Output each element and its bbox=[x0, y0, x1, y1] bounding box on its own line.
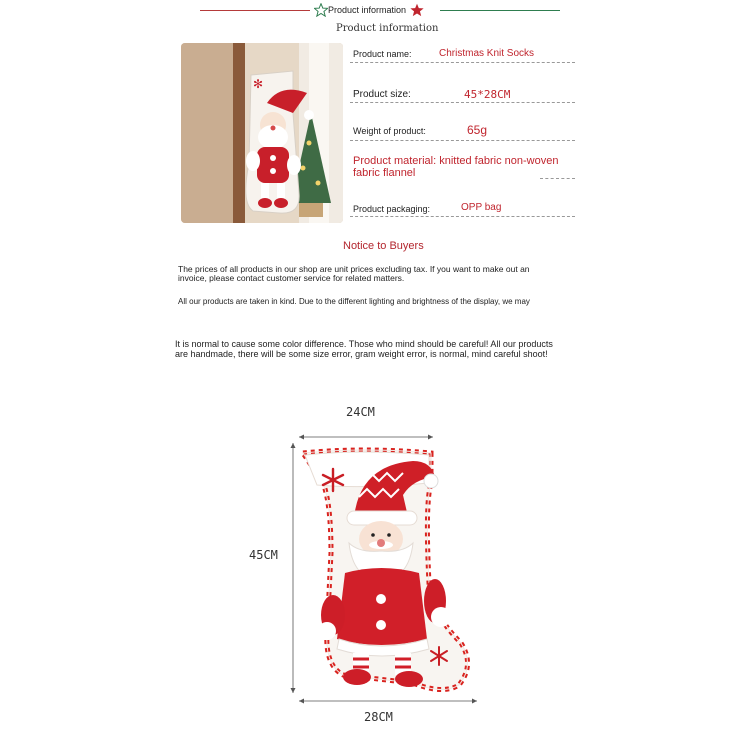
spec-label: Product packaging: bbox=[353, 204, 431, 214]
spec-value: OPP bag bbox=[461, 202, 502, 213]
header-rule-right bbox=[440, 10, 560, 11]
spec-value: Christmas Knit Socks bbox=[439, 48, 535, 59]
size-diagram bbox=[213, 403, 536, 728]
spec-row-packaging bbox=[350, 200, 575, 217]
product-photo bbox=[181, 43, 343, 223]
spec-label: Product name: bbox=[353, 49, 412, 59]
spec-value: 45*28CM bbox=[464, 88, 511, 101]
dimension-bottom-width: 28CM bbox=[364, 710, 393, 724]
svg-text:✻: ✻ bbox=[253, 77, 264, 91]
notice-paragraph-3: It is normal to cause some color difference. Those who mind should be careful! All our products are handmade, there will be some size error, gram weight error, is normal, mind careful shoot! bbox=[175, 339, 553, 359]
spec-row-name bbox=[350, 44, 575, 63]
dimension-height: 45CM bbox=[249, 548, 278, 562]
star-filled-icon bbox=[410, 3, 424, 17]
header-rule-left bbox=[200, 10, 310, 11]
dimension-top-width: 24CM bbox=[346, 405, 375, 419]
spec-label: Product size: bbox=[353, 89, 411, 100]
notice-paragraph-2: All our products are taken in kind. Due to the different lighting and brightness of the display, we may bbox=[178, 297, 530, 306]
notice-title: Notice to Buyers bbox=[343, 240, 424, 252]
spec-row-size bbox=[350, 84, 575, 103]
spec-value: knitted fabric non-woven fabric flannel bbox=[353, 155, 559, 179]
material-underline bbox=[540, 178, 575, 179]
spec-value: 65g bbox=[467, 123, 488, 137]
spec-row-material bbox=[350, 156, 575, 178]
notice-paragraph-1: The prices of all products in our shop are unit prices excluding tax. If you want to make out an invoice, please contact customer service for related matters. bbox=[178, 264, 530, 283]
spec-row-weight bbox=[350, 120, 575, 141]
header-title: Product information bbox=[328, 5, 407, 15]
header-subtitle: Product information bbox=[336, 23, 439, 34]
spec-label: Product material: bbox=[353, 155, 437, 167]
star-outline-icon bbox=[314, 3, 328, 17]
spec-label: Weight of product: bbox=[353, 126, 426, 136]
